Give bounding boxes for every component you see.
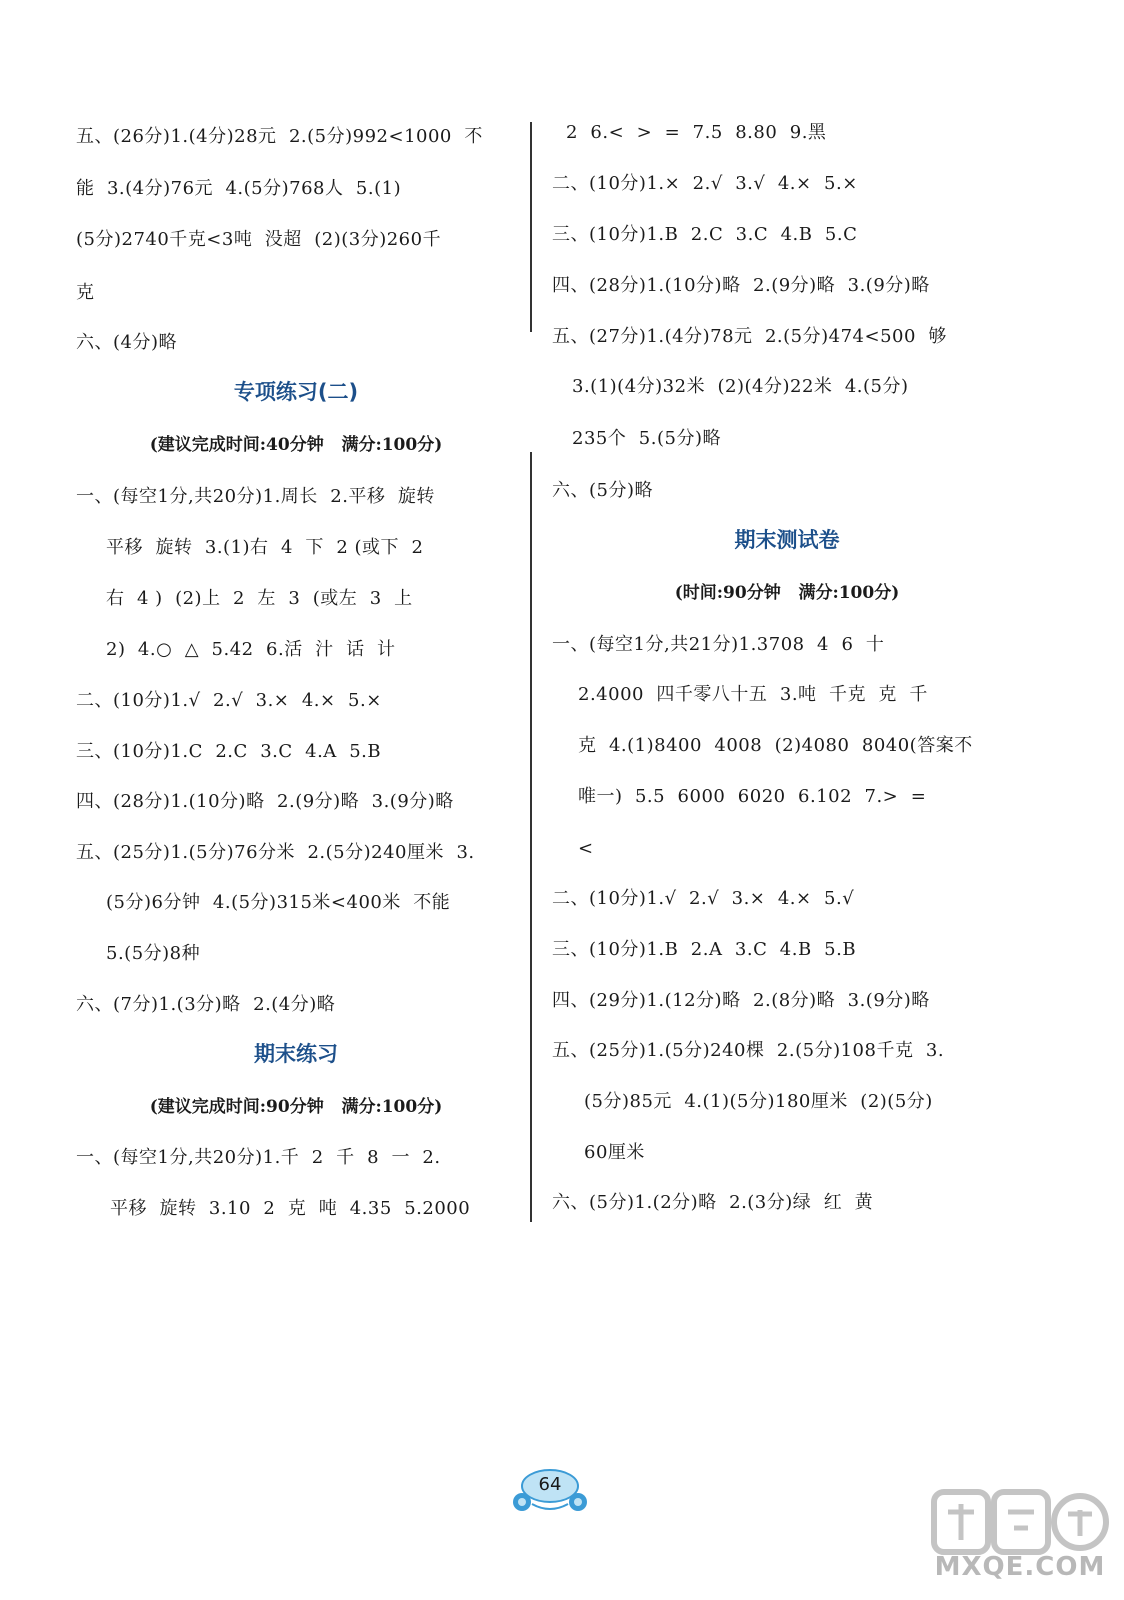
answer-line: 六、(4分)略 [76,332,177,353]
answer-line: 一、(每空1分,共20分)1.周长 2.平移 旋转 [76,486,435,507]
answer-line: 五、(26分)1.(4分)28元 2.(5分)992<1000 不 [76,126,483,147]
page-number: 64 [538,1474,562,1495]
answer-line: 2 6.< > = 7.5 8.80 9.黑 [566,122,827,143]
answer-line: 五、(25分)1.(5分)240棵 2.(5分)108千克 3. [552,1040,945,1061]
answer-line: < [578,838,594,859]
answer-line: 能 3.(4分)76元 4.(5分)768人 5.(1) [76,178,402,199]
answer-line: 60厘米 [584,1142,645,1163]
answer-line: 唯一) 5.5 6000 6020 6.102 7.> = [578,786,927,807]
watermark-text: MXQE.COM [934,1552,1106,1582]
answer-line: (5分)2740千克<3吨 没超 (2)(3分)260千 [76,229,442,250]
answer-line: 235个 5.(5分)略 [572,428,721,449]
section-subtitle: (时间:90分钟 满分:100分) [674,583,900,603]
page-number-badge [510,1464,590,1520]
answer-line: 五、(25分)1.(5分)76分米 2.(5分)240厘米 3. [76,842,475,863]
answer-line: 平移 旋转 3.10 2 克 吨 4.35 5.2000 [110,1198,471,1219]
column-divider [530,122,532,1222]
answer-line: 四、(28分)1.(10分)略 2.(9分)略 3.(9分)略 [552,275,930,296]
answer-line: 一、(每空1分,共20分)1.千 2 千 8 一 2. [76,1147,441,1168]
answer-line: 2.4000 四千零八十五 3.吨 千克 克 千 [578,684,928,705]
answer-line: 三、(10分)1.C 2.C 3.C 4.A 5.B [76,741,382,762]
section-title: 专项练习(二) [233,380,359,404]
answer-line: 5.(5分)8种 [106,943,201,964]
answer-line: 二、(10分)1.√ 2.√ 3.× 4.× 5.× [76,690,382,711]
answer-line: 右 4 ) (2)上 2 左 3 (或左 3 上 [106,588,413,609]
answer-line: 二、(10分)1.× 2.√ 3.√ 4.× 5.× [552,173,858,194]
section-subtitle: (建议完成时间:40分钟 满分:100分) [149,435,443,455]
answer-line: 三、(10分)1.B 2.A 3.C 4.B 5.B [552,939,857,960]
section-title: 期末测试卷 [734,528,840,552]
answer-line: 三、(10分)1.B 2.C 3.C 4.B 5.C [552,224,858,245]
answer-line: 克 4.(1)8400 4008 (2)4080 8040(答案不 [578,735,973,756]
answer-line: 2) 4.○ △ 5.42 6.活 汁 话 计 [106,639,396,660]
answer-line: 四、(28分)1.(10分)略 2.(9分)略 3.(9分)略 [76,791,454,812]
answer-line: 六、(5分)略 [552,480,653,501]
section-subtitle: (建议完成时间:90分钟 满分:100分) [149,1097,443,1117]
answer-line: 六、(5分)1.(2分)略 2.(3分)绿 红 黄 [552,1192,874,1213]
answer-line: 二、(10分)1.√ 2.√ 3.× 4.× 5.√ [552,888,855,909]
answer-line: (5分)85元 4.(1)(5分)180厘米 (2)(5分) [584,1091,933,1112]
section-title: 期末练习 [254,1042,338,1066]
answer-line: (5分)6分钟 4.(5分)315米<400米 不能 [106,892,451,913]
answer-line: 六、(7分)1.(3分)略 2.(4分)略 [76,994,336,1015]
answer-line: 平移 旋转 3.(1)右 4 下 2 (或下 2 [106,537,424,558]
answer-line: 克 [76,282,95,303]
answer-line: 四、(29分)1.(12分)略 2.(8分)略 3.(9分)略 [552,990,930,1011]
answer-line: 五、(27分)1.(4分)78元 2.(5分)474<500 够 [552,326,947,347]
answer-line: 一、(每空1分,共21分)1.3708 4 6 十 [552,634,885,655]
answer-line: 3.(1)(4分)32米 (2)(4分)22米 4.(5分) [572,376,909,397]
